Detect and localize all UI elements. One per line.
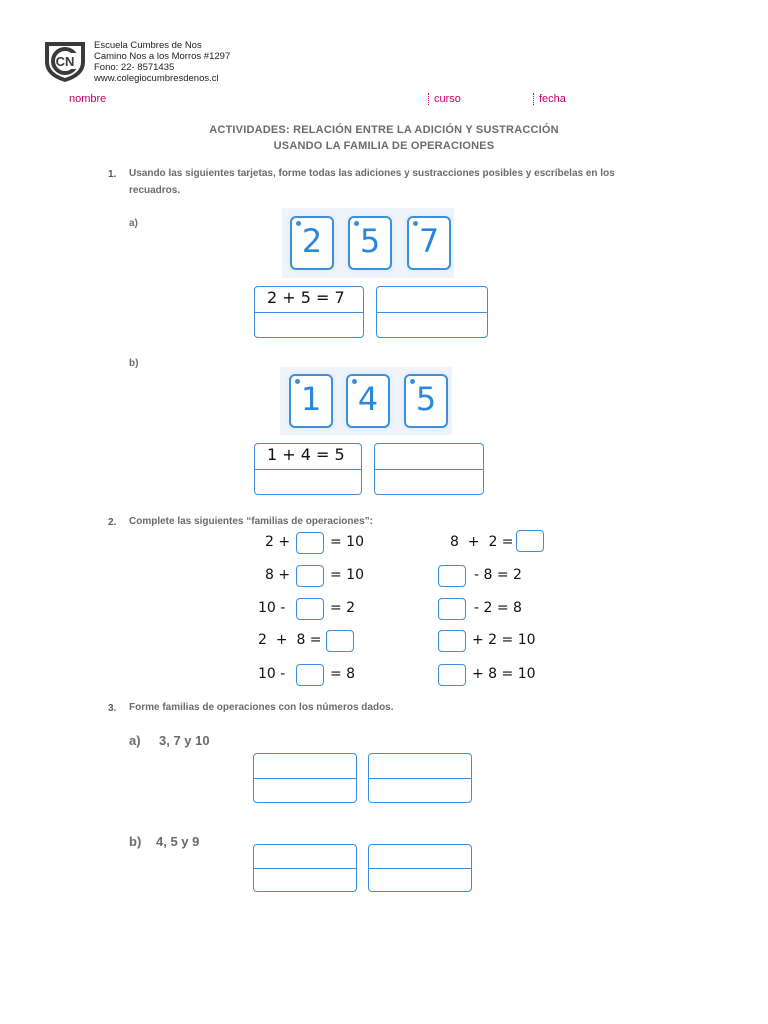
blank-box[interactable] <box>516 530 544 552</box>
equation-left-5-pre: 10 - <box>258 666 286 682</box>
q3b-numbers: 4, 5 y 9 <box>156 834 200 849</box>
equation-left-5-post: = 8 <box>330 666 356 682</box>
equation-right-3-post: - 2 = 8 <box>474 600 522 616</box>
shield-icon <box>42 38 88 84</box>
school-website: www.colegiocumbresdenos.cl <box>94 73 219 84</box>
q3a-numbers: 3, 7 y 10 <box>159 733 210 748</box>
page-title: ACTIVIDADES: RELACIÓN ENTRE LA ADICIÓN Y SUSTRACCIÓN <box>209 124 559 136</box>
field-divider <box>428 93 429 105</box>
q1-text-line2: recuadros. <box>129 185 181 196</box>
equation-left-3-pre: 10 - <box>258 600 286 616</box>
q1a-label: a) <box>129 218 138 229</box>
number-card: 4 <box>346 374 390 428</box>
number-card: 2 <box>290 216 334 270</box>
equation-right-1-pre: 8 + 2 = <box>450 534 514 550</box>
q3b-label: b) <box>129 834 142 849</box>
answer-box[interactable] <box>374 443 484 495</box>
example-equation: 1 + 4 = 5 <box>267 445 345 464</box>
logo-letters: CN <box>55 54 75 69</box>
answer-box[interactable] <box>368 844 472 892</box>
blank-box[interactable] <box>438 630 466 652</box>
field-fecha[interactable]: fecha <box>539 93 566 105</box>
q3-number: 3. <box>108 703 117 714</box>
q1-text-line1: Usando las siguientes tarjetas, forme todas las adiciones y sustracciones posibles y escríbelas en los <box>129 168 615 179</box>
equation-right-4-post: + 2 = 10 <box>472 632 536 648</box>
q3-text: Forme familias de operaciones con los números dados. <box>129 702 394 713</box>
equation-left-4-pre: 2 + 8 = <box>258 632 322 648</box>
blank-box[interactable] <box>438 565 466 587</box>
blank-box[interactable] <box>438 598 466 620</box>
q2-number: 2. <box>108 517 117 528</box>
equation-left-1-post: = 10 <box>330 534 364 550</box>
field-divider <box>533 93 534 105</box>
example-equation: 2 + 5 = 7 <box>267 288 345 307</box>
q3a-label: a) <box>129 733 141 748</box>
school-info <box>94 40 230 84</box>
answer-box[interactable] <box>254 443 362 495</box>
equation-right-5-post: + 8 = 10 <box>472 666 536 682</box>
equation-left-1-pre: 2 + <box>265 534 291 550</box>
school-name: Escuela Cumbres de Nos <box>94 40 202 51</box>
school-address: Camino Nos a los Morros #1297 <box>94 51 231 62</box>
field-curso[interactable]: curso <box>434 93 461 105</box>
q2-text: Complete las siguientes “familias de operaciones”: <box>129 516 373 527</box>
blank-box[interactable] <box>326 630 354 652</box>
page-subtitle: USANDO LA FAMILIA DE OPERACIONES <box>273 140 495 152</box>
field-nombre[interactable]: nombre <box>69 93 107 105</box>
q1b-label: b) <box>129 358 139 369</box>
number-card: 5 <box>404 374 448 428</box>
q1-number: 1. <box>108 169 117 180</box>
q1-text <box>129 165 709 199</box>
school-logo <box>42 38 88 84</box>
equation-right-2-post: - 8 = 2 <box>474 567 522 583</box>
blank-box[interactable] <box>438 664 466 686</box>
answer-box[interactable] <box>253 844 357 892</box>
answer-box[interactable] <box>253 753 357 803</box>
equation-left-2-pre: 8 + <box>265 567 291 583</box>
equation-left-3-post: = 2 <box>330 600 356 616</box>
answer-box[interactable] <box>376 286 488 338</box>
number-card: 7 <box>407 216 451 270</box>
answer-box[interactable] <box>368 753 472 803</box>
number-card: 5 <box>348 216 392 270</box>
school-phone: Fono: 22- 8571435 <box>94 62 175 73</box>
blank-box[interactable] <box>296 664 324 686</box>
blank-box[interactable] <box>296 598 324 620</box>
blank-box[interactable] <box>296 565 324 587</box>
answer-box[interactable] <box>254 286 364 338</box>
blank-box[interactable] <box>296 532 324 554</box>
equation-left-2-post: = 10 <box>330 567 364 583</box>
number-card: 1 <box>289 374 333 428</box>
